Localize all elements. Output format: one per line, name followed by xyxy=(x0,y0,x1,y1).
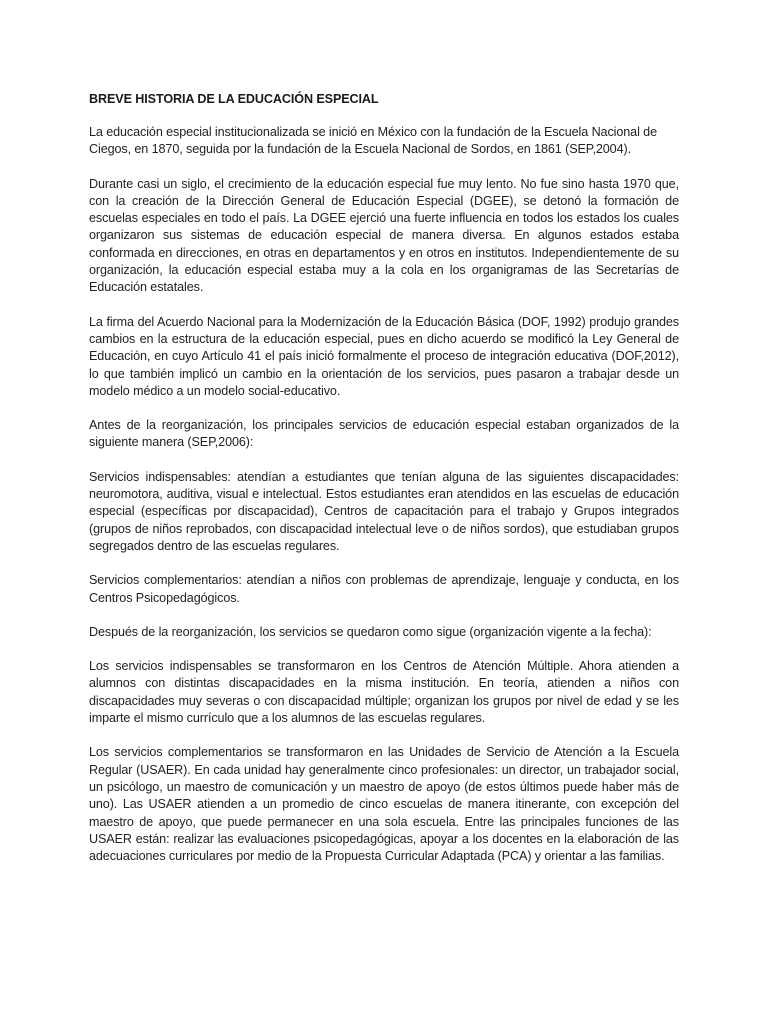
paragraph-before-reorganization: Antes de la reorganización, los principales servicios de educación especial estaban organizados de la siguiente manera (SEP,2006): xyxy=(89,418,679,450)
document-title: BREVE HISTORIA DE LA EDUCACIÓN ESPECIAL xyxy=(89,92,379,106)
document-body xyxy=(89,91,679,882)
paragraph-usaer: Los servicios complementarios se transformaron en las Unidades de Servicio de Atención a la Escuela Regular (USAER). En cada unidad hay generalmente cinco profesionales: un director, un trabajador social, un psicólogo, un maestro de comunicación y un maestro de apoyo (de estos últimos puede haber más de uno). Las USAER atienden a un promedio de cinco escuelas de manera itinerante, con excepción del maestro de apoyo, que puede permanecer en una sola escuela. Entre las principales funciones de las USAER están: realizar las evaluaciones psicopedagógicas, apoyar a los docentes en la elaboración de las adecuaciones curriculares por medio de la Propuesta Curricular Adaptada (PCA) y orientar a las familias. xyxy=(89,745,679,864)
paragraph-modernization-agreement: La firma del Acuerdo Nacional para la Modernización de la Educación Básica (DOF, 1992) produjo grandes cambios en la estructura de la educación especial, pues en dicho acuerdo se modificó la Ley General de Educación, en cuyo Artículo 41 el país inició formalmente el proceso de integración educativa (DOF,2012), lo que también implicó un cambio en la orientación de los servicios, pues pasaron a trabajar desde un modelo médico a un modelo social-educativo. xyxy=(89,314,679,398)
paragraph-dgee: Durante casi un siglo, el crecimiento de la educación especial fue muy lento. No fue sino hasta 1970 que, con la creación de la Dirección General de Educación Especial (DGEE), se detonó la formación de escuelas especiales en todo el país. La DGEE ejerció una fuerte influencia en todos los estados los cuales organizaron sus sistemas de educación especial de manera diversa. En algunos estados estaba conformada en direcciones, en otras en departamentos y en otros en institutos. Independientemente de su organización, la educación especial estaba muy a la cola en los organigramas de las Secretarías de Educación estatales. xyxy=(89,176,679,295)
paragraph-cam: Los servicios indispensables se transformaron en los Centros de Atención Múltiple. Ahora atienden a alumnos con distintas discapacidades en la misma institución. En teoría, atienden a niños con discapacidades muy severas o con discapacidad múltiple; organizan los grupos por nivel de edad y se les imparte el mismo currículo que a los alumnos de las escuelas regulares. xyxy=(89,659,679,726)
paragraph-complementary-services: Servicios complementarios: atendían a niños con problemas de aprendizaje, lenguaje y conducta, en los Centros Psicopedagógicos. xyxy=(89,573,679,605)
paragraph-after-reorganization: Después de la reorganización, los servicios se quedaron como sigue (organización vigente a la fecha): xyxy=(89,624,652,639)
paragraph-indispensable-services: Servicios indispensables: atendían a estudiantes que tenían alguna de las siguientes discapacidades: neuromotora, auditiva, visual e intelectual. Estos estudiantes eran atendidos en las escuelas de educación especial (específicas por discapacidad), Centros de capacitación para el trabajo y Grupos integrados (grupos de niños reprobados, con discapacidad intelectual leve o de niños sordos), que estudiaban grupos segregados dentro de las escuelas regulares. xyxy=(89,469,679,553)
paragraph-origins: La educación especial institucionalizada se inició en México con la fundación de la Escuela Nacional de Ciegos, en 1870, seguida por la fundación de la Escuela Nacional de Sordos, en 1861 (SEP,2004). xyxy=(89,125,657,157)
